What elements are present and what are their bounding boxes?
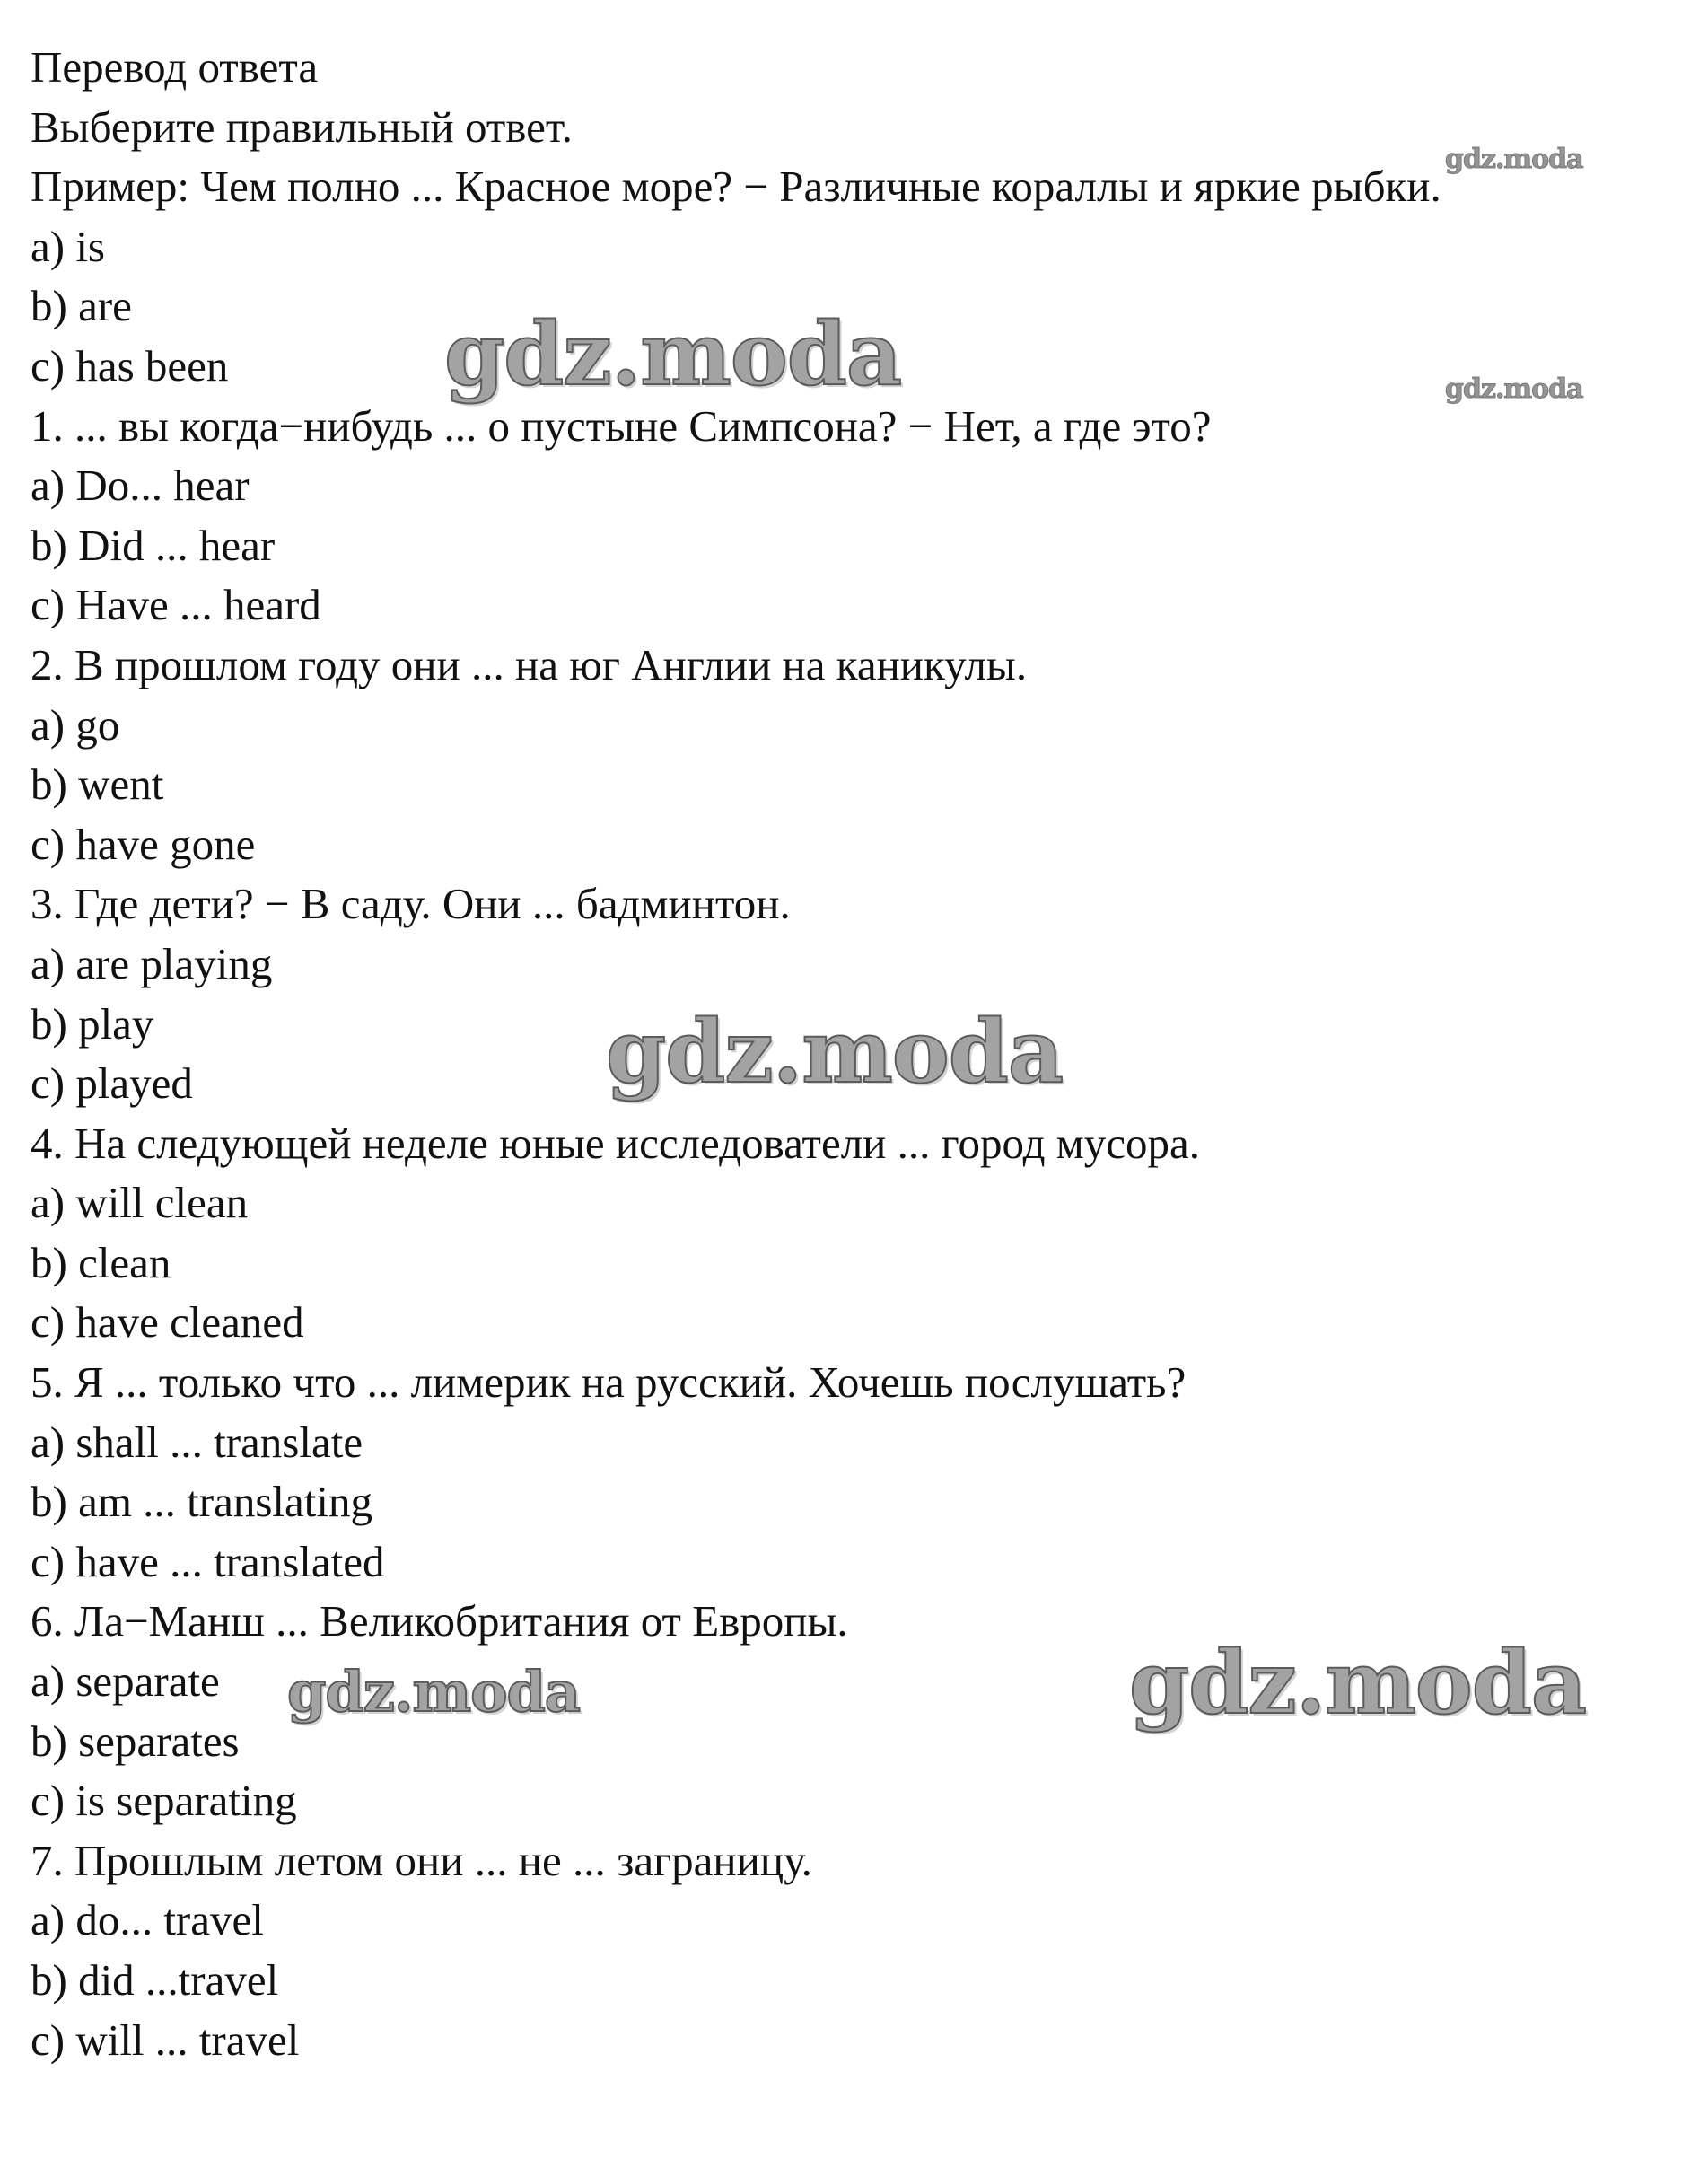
question-5: 5. Я ... только что ... лимерик на русский. Хочешь послушать?	[31, 1357, 1187, 1408]
question-6-option-a: a) separate	[31, 1656, 220, 1707]
question-3: 3. Где дети? − В саду. Они ... бадминтон.	[31, 879, 791, 929]
question-3-option-a: a) are playing	[31, 938, 273, 988]
question-7-option-c: c) will ... travel	[31, 2014, 300, 2065]
watermark: gdz.moda	[444, 303, 902, 405]
question-3-option-b: b) play	[31, 998, 154, 1049]
question-2: 2. В прошлом году они ... на юг Англии на каникулы.	[31, 639, 1028, 689]
question-1-option-c: c) Have ... heard	[31, 580, 321, 630]
page-title: Перевод ответа	[31, 42, 319, 92]
question-5-option-c: c) have ... translated	[31, 1536, 385, 1586]
question-7-option-a: a) do... travel	[31, 1895, 264, 1945]
question-6-option-b: b) separates	[31, 1716, 240, 1766]
watermark: gdz.moda	[1445, 144, 1583, 175]
watermark: gdz.moda	[1129, 1632, 1587, 1734]
question-2-option-b: b) went	[31, 759, 164, 810]
example-question: Пример: Чем полно ... Красное море? − Различные кораллы и яркие рыбки.	[31, 162, 1441, 212]
example-option: c) has been	[31, 340, 229, 391]
question-4-option-a: a) will clean	[31, 1178, 249, 1228]
question-6-option-c: c) is separating	[31, 1776, 297, 1826]
question-5-option-a: a) shall ... translate	[31, 1417, 363, 1467]
question-2-option-a: a) go	[31, 699, 120, 750]
instruction: Выберите правильный ответ.	[31, 101, 573, 152]
watermark: gdz.moda	[1445, 373, 1583, 405]
question-3-option-c: c) played	[31, 1058, 193, 1109]
question-1-option-a: a) Do... hear	[31, 461, 250, 511]
question-1: 1. ... вы когда−нибудь ... о пустыне Симпсона? − Нет, а где это?	[31, 400, 1212, 451]
question-4-option-b: b) clean	[31, 1237, 171, 1287]
question-7: 7. Прошлым летом они ... не ... заграницу.	[31, 1835, 812, 1885]
watermark: gdz.moda	[606, 1001, 1064, 1102]
question-1-option-b: b) Did ... hear	[31, 520, 276, 570]
watermark: gdz.moda	[287, 1659, 580, 1725]
question-4: 4. На следующей неделе юные исследователи ... город мусора.	[31, 1118, 1201, 1168]
question-4-option-c: c) have cleaned	[31, 1297, 304, 1347]
example-option: b) are	[31, 281, 132, 331]
example-option: a) is	[31, 221, 105, 271]
question-6: 6. Ла−Манш ... Великобритания от Европы.	[31, 1596, 848, 1646]
question-5-option-b: b) am ... translating	[31, 1477, 373, 1527]
question-7-option-b: b) did ...travel	[31, 1955, 279, 2005]
question-2-option-c: c) have gone	[31, 819, 256, 869]
